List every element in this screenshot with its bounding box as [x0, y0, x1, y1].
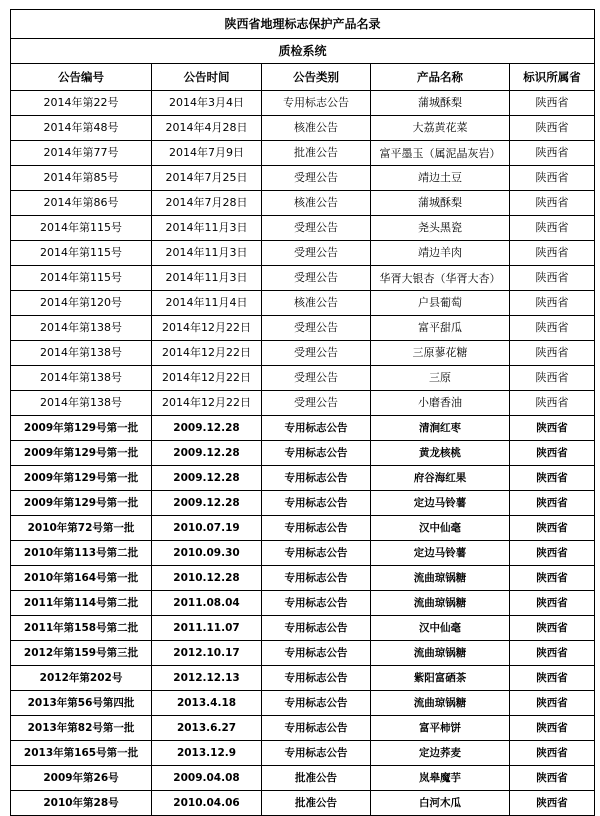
- cell-province: 陕西省: [510, 716, 595, 741]
- cell-date: 2009.12.28: [152, 466, 262, 491]
- cell-number: 2013年第56号第四批: [11, 691, 152, 716]
- cell-number: 2009年第129号第一批: [11, 441, 152, 466]
- table-row: [11, 366, 595, 391]
- cell-number: 2013年第165号第一批: [11, 741, 152, 766]
- cell-type: 受理公告: [262, 341, 371, 366]
- cell-number: 2014年第48号: [11, 116, 152, 141]
- cell-product: 华胥大银杏（华胥大杏）: [371, 266, 510, 291]
- table-row: [11, 191, 595, 216]
- cell-date: 2013.6.27: [152, 716, 262, 741]
- column-header-type: 公告类别: [262, 64, 371, 91]
- table-row: [11, 266, 595, 291]
- cell-province: 陕西省: [510, 491, 595, 516]
- table-row: [11, 91, 595, 116]
- cell-product: 黄龙核桃: [371, 441, 510, 466]
- cell-date: 2014年7月9日: [152, 141, 262, 166]
- cell-number: 2014年第22号: [11, 91, 152, 116]
- column-header-date: 公告时间: [152, 64, 262, 91]
- cell-province: 陕西省: [510, 391, 595, 416]
- cell-type: 专用标志公告: [262, 416, 371, 441]
- table-row: [11, 341, 595, 366]
- cell-date: 2014年11月4日: [152, 291, 262, 316]
- cell-date: 2014年11月3日: [152, 241, 262, 266]
- cell-product: 定边荞麦: [371, 741, 510, 766]
- cell-number: 2009年第129号第一批: [11, 416, 152, 441]
- column-header-province: 标识所属省: [510, 64, 595, 91]
- table-row: [11, 616, 595, 641]
- table-row: [11, 291, 595, 316]
- cell-date: 2013.12.9: [152, 741, 262, 766]
- cell-product: 定边马铃薯: [371, 491, 510, 516]
- cell-province: 陕西省: [510, 216, 595, 241]
- cell-number: 2011年第158号第二批: [11, 616, 152, 641]
- table-row: [11, 416, 595, 441]
- cell-province: 陕西省: [510, 591, 595, 616]
- table-row: [11, 666, 595, 691]
- cell-province: 陕西省: [510, 416, 595, 441]
- cell-province: 陕西省: [510, 341, 595, 366]
- table-row: [11, 516, 595, 541]
- cell-type: 专用标志公告: [262, 666, 371, 691]
- table-title: 陕西省地理标志保护产品名录: [11, 10, 595, 39]
- cell-number: 2012年第202号: [11, 666, 152, 691]
- cell-product: 尧头黑瓷: [371, 216, 510, 241]
- cell-province: 陕西省: [510, 641, 595, 666]
- cell-product: 府谷海红果: [371, 466, 510, 491]
- cell-number: 2010年第164号第一批: [11, 566, 152, 591]
- cell-date: 2009.12.28: [152, 416, 262, 441]
- cell-number: 2013年第82号第一批: [11, 716, 152, 741]
- table-row: [11, 241, 595, 266]
- cell-product: 白河木瓜: [371, 791, 510, 816]
- cell-type: 核准公告: [262, 116, 371, 141]
- cell-date: 2014年11月3日: [152, 216, 262, 241]
- cell-type: 专用标志公告: [262, 466, 371, 491]
- table-row: [11, 216, 595, 241]
- cell-province: 陕西省: [510, 741, 595, 766]
- title-row: [11, 10, 595, 39]
- cell-product: 户县葡萄: [371, 291, 510, 316]
- cell-number: 2009年第129号第一批: [11, 466, 152, 491]
- cell-date: 2011.08.04: [152, 591, 262, 616]
- cell-product: 汉中仙毫: [371, 616, 510, 641]
- cell-province: 陕西省: [510, 541, 595, 566]
- cell-product: 富平墨玉（属泥晶灰岩）: [371, 141, 510, 166]
- cell-product: 靖边土豆: [371, 166, 510, 191]
- cell-date: 2014年4月28日: [152, 116, 262, 141]
- cell-type: 受理公告: [262, 316, 371, 341]
- cell-product: 流曲琼锅糖: [371, 691, 510, 716]
- header-row: [11, 64, 595, 91]
- cell-number: 2014年第138号: [11, 316, 152, 341]
- table-row: [11, 591, 595, 616]
- table-row: [11, 491, 595, 516]
- cell-number: 2014年第115号: [11, 266, 152, 291]
- cell-date: 2010.04.06: [152, 791, 262, 816]
- cell-number: 2010年第28号: [11, 791, 152, 816]
- cell-product: 汉中仙毫: [371, 516, 510, 541]
- cell-province: 陕西省: [510, 466, 595, 491]
- table-row: [11, 691, 595, 716]
- table-row: [11, 166, 595, 191]
- cell-type: 受理公告: [262, 241, 371, 266]
- cell-date: 2010.12.28: [152, 566, 262, 591]
- cell-type: 核准公告: [262, 191, 371, 216]
- table-row: [11, 716, 595, 741]
- cell-type: 专用标志公告: [262, 716, 371, 741]
- cell-number: 2009年第129号第一批: [11, 491, 152, 516]
- cell-province: 陕西省: [510, 316, 595, 341]
- cell-number: 2014年第85号: [11, 166, 152, 191]
- cell-province: 陕西省: [510, 566, 595, 591]
- cell-date: 2014年12月22日: [152, 316, 262, 341]
- cell-number: 2014年第115号: [11, 241, 152, 266]
- cell-type: 专用标志公告: [262, 641, 371, 666]
- cell-type: 专用标志公告: [262, 441, 371, 466]
- cell-product: 紫阳富硒茶: [371, 666, 510, 691]
- cell-number: 2010年第72号第一批: [11, 516, 152, 541]
- cell-type: 专用标志公告: [262, 741, 371, 766]
- cell-type: 专用标志公告: [262, 91, 371, 116]
- cell-number: 2010年第113号第二批: [11, 541, 152, 566]
- cell-date: 2013.4.18: [152, 691, 262, 716]
- cell-date: 2014年3月4日: [152, 91, 262, 116]
- table-row: [11, 141, 595, 166]
- table-row: [11, 641, 595, 666]
- cell-province: 陕西省: [510, 516, 595, 541]
- cell-type: 核准公告: [262, 291, 371, 316]
- table-row: [11, 316, 595, 341]
- cell-province: 陕西省: [510, 791, 595, 816]
- cell-product: 岚皋魔芋: [371, 766, 510, 791]
- cell-province: 陕西省: [510, 366, 595, 391]
- cell-province: 陕西省: [510, 91, 595, 116]
- cell-type: 专用标志公告: [262, 541, 371, 566]
- cell-number: 2014年第115号: [11, 216, 152, 241]
- cell-type: 批准公告: [262, 766, 371, 791]
- column-header-number: 公告编号: [11, 64, 152, 91]
- cell-product: 小磨香油: [371, 391, 510, 416]
- cell-type: 专用标志公告: [262, 591, 371, 616]
- cell-province: 陕西省: [510, 116, 595, 141]
- cell-type: 专用标志公告: [262, 691, 371, 716]
- table-row: [11, 766, 595, 791]
- cell-province: 陕西省: [510, 766, 595, 791]
- table-row: [11, 541, 595, 566]
- cell-province: 陕西省: [510, 241, 595, 266]
- cell-date: 2009.12.28: [152, 441, 262, 466]
- cell-number: 2014年第120号: [11, 291, 152, 316]
- cell-type: 专用标志公告: [262, 566, 371, 591]
- section-header: 质检系统: [11, 39, 595, 64]
- cell-number: 2014年第138号: [11, 366, 152, 391]
- cell-product: 定边马铃薯: [371, 541, 510, 566]
- cell-type: 批准公告: [262, 141, 371, 166]
- cell-date: 2014年12月22日: [152, 366, 262, 391]
- cell-date: 2014年7月28日: [152, 191, 262, 216]
- cell-date: 2011.11.07: [152, 616, 262, 641]
- table-row: [11, 391, 595, 416]
- cell-product: 流曲琼锅糖: [371, 641, 510, 666]
- cell-number: 2014年第138号: [11, 341, 152, 366]
- cell-type: 受理公告: [262, 391, 371, 416]
- cell-product: 三原: [371, 366, 510, 391]
- cell-number: 2014年第86号: [11, 191, 152, 216]
- cell-number: 2012年第159号第三批: [11, 641, 152, 666]
- cell-date: 2014年7月25日: [152, 166, 262, 191]
- cell-date: 2009.04.08: [152, 766, 262, 791]
- cell-date: 2010.07.19: [152, 516, 262, 541]
- cell-number: 2009年第26号: [11, 766, 152, 791]
- cell-product: 蒲城酥梨: [371, 191, 510, 216]
- cell-product: 清涧红枣: [371, 416, 510, 441]
- cell-date: 2014年11月3日: [152, 266, 262, 291]
- table-row: [11, 116, 595, 141]
- cell-province: 陕西省: [510, 166, 595, 191]
- cell-type: 受理公告: [262, 166, 371, 191]
- cell-date: 2012.12.13: [152, 666, 262, 691]
- cell-province: 陕西省: [510, 291, 595, 316]
- cell-number: 2011年第114号第二批: [11, 591, 152, 616]
- cell-product: 富平柿饼: [371, 716, 510, 741]
- cell-province: 陕西省: [510, 616, 595, 641]
- product-table: [10, 9, 595, 816]
- cell-province: 陕西省: [510, 691, 595, 716]
- cell-type: 受理公告: [262, 216, 371, 241]
- table-row: [11, 566, 595, 591]
- cell-product: 蒲城酥梨: [371, 91, 510, 116]
- cell-date: 2009.12.28: [152, 491, 262, 516]
- cell-date: 2012.10.17: [152, 641, 262, 666]
- column-header-product: 产品名称: [371, 64, 510, 91]
- cell-type: 批准公告: [262, 791, 371, 816]
- table-row: [11, 741, 595, 766]
- table-row: [11, 441, 595, 466]
- cell-product: 大荔黄花菜: [371, 116, 510, 141]
- table-row: [11, 466, 595, 491]
- cell-product: 靖边羊肉: [371, 241, 510, 266]
- cell-type: 受理公告: [262, 266, 371, 291]
- cell-type: 专用标志公告: [262, 491, 371, 516]
- cell-type: 专用标志公告: [262, 516, 371, 541]
- cell-province: 陕西省: [510, 141, 595, 166]
- cell-number: 2014年第138号: [11, 391, 152, 416]
- cell-product: 流曲琼锅糖: [371, 566, 510, 591]
- table-row: [11, 791, 595, 816]
- cell-province: 陕西省: [510, 666, 595, 691]
- cell-province: 陕西省: [510, 266, 595, 291]
- cell-number: 2014年第77号: [11, 141, 152, 166]
- cell-province: 陕西省: [510, 191, 595, 216]
- cell-type: 受理公告: [262, 366, 371, 391]
- cell-product: 富平甜瓜: [371, 316, 510, 341]
- cell-date: 2010.09.30: [152, 541, 262, 566]
- cell-date: 2014年12月22日: [152, 341, 262, 366]
- cell-type: 专用标志公告: [262, 616, 371, 641]
- section-row: [11, 39, 595, 64]
- cell-province: 陕西省: [510, 441, 595, 466]
- cell-product: 流曲琼锅糖: [371, 591, 510, 616]
- cell-date: 2014年12月22日: [152, 391, 262, 416]
- cell-product: 三原蓼花糖: [371, 341, 510, 366]
